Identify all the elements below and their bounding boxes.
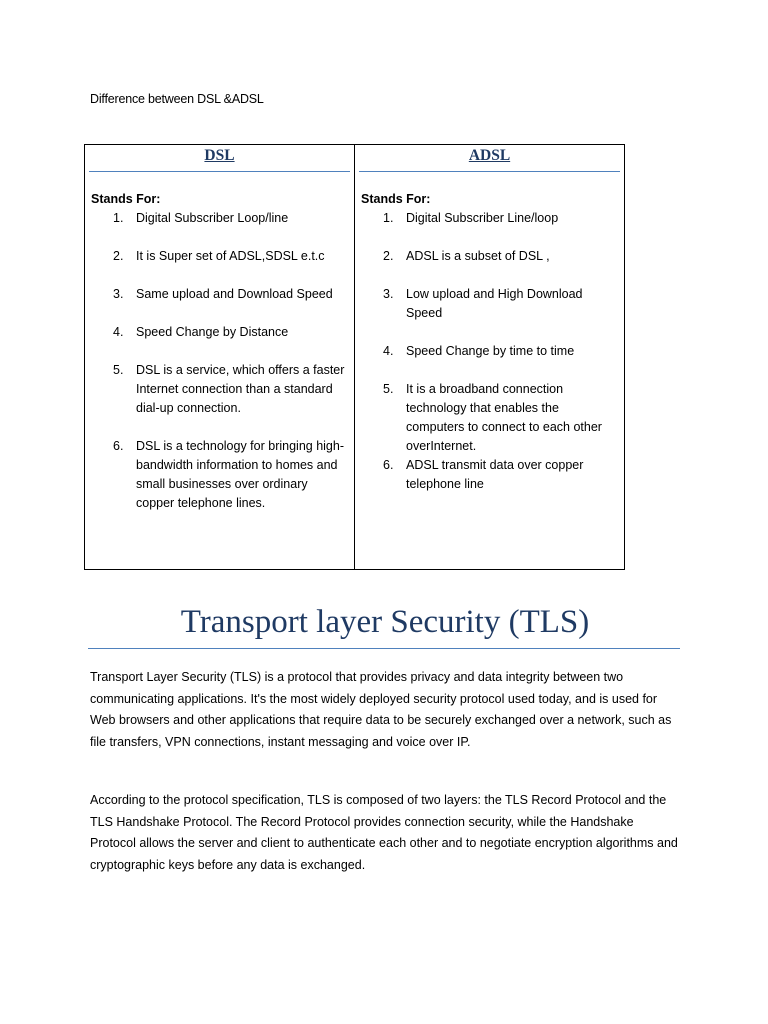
list-text: DSL is a service, which offers a faster Internet connection than a standard dial-up connection. bbox=[136, 363, 345, 415]
adsl-stands-for-label: Stands For: bbox=[361, 192, 431, 206]
dsl-points-list bbox=[91, 209, 348, 513]
list-number: 6. bbox=[383, 458, 394, 472]
list-text: Digital Subscriber Line/loop bbox=[406, 211, 559, 225]
list-number: 5. bbox=[383, 382, 394, 396]
list-item bbox=[91, 323, 348, 342]
adsl-column-title: ADSL bbox=[359, 145, 620, 172]
list-item bbox=[361, 456, 618, 494]
dsl-column-body bbox=[91, 191, 348, 532]
adsl-column bbox=[355, 145, 624, 569]
list-number: 4. bbox=[383, 344, 394, 358]
list-item bbox=[91, 361, 348, 418]
list-item bbox=[91, 247, 348, 266]
list-item bbox=[361, 285, 618, 323]
tls-paragraph-1: Transport Layer Security (TLS) is a protocol that provides privacy and data integrity between two communicating applications. It's the most widely deployed security protocol used today, and is used for Web browsers and other applications that require data to be securely exchanged over a network, such as file transfers, VPN connections, instant messaging and voice over IP. bbox=[90, 670, 672, 750]
adsl-points-list bbox=[361, 209, 618, 494]
list-text: It is Super set of ADSL,SDSL e.t.c bbox=[136, 249, 325, 263]
list-text: DSL is a technology for bringing high- bandwidth information to homes and small businesses over ordinary copper telephone lines. bbox=[136, 439, 344, 510]
list-item bbox=[91, 285, 348, 304]
list-text: Same upload and Download Speed bbox=[136, 287, 333, 301]
list-text: Speed Change by Distance bbox=[136, 325, 289, 339]
dsl-column bbox=[85, 145, 355, 569]
list-item bbox=[361, 380, 618, 456]
list-text: ADSL is a subset of DSL , bbox=[406, 249, 550, 263]
list-number: 3. bbox=[113, 287, 124, 301]
list-item bbox=[361, 247, 618, 266]
list-number: 5. bbox=[113, 363, 124, 377]
tls-section-title: Transport layer Security (TLS) bbox=[180, 604, 590, 640]
list-item bbox=[361, 342, 618, 361]
list-number: 6. bbox=[113, 439, 124, 453]
list-number: 1. bbox=[113, 211, 124, 225]
tls-paragraph-2: According to the protocol specification, TLS is composed of two layers: the TLS Record Protocol and the TLS Handshake Protocol. The Record Protocol provides connection security, while the Handshake Protocol allows the server and client to authenticate each other and to negotiate encryption algorithms and cryptographic keys before any data is exchanged. bbox=[90, 793, 678, 873]
list-number: 1. bbox=[383, 211, 394, 225]
list-text: ADSL transmit data over copper telephone line bbox=[406, 458, 584, 491]
list-text: It is a broadband connection technology that enables the computers to connect to each other overInternet. bbox=[406, 382, 602, 453]
document-heading: Difference between DSL &ADSL bbox=[90, 92, 264, 106]
list-text: Speed Change by time to time bbox=[406, 344, 575, 358]
dsl-column-title: DSL bbox=[89, 145, 350, 172]
list-text: Low upload and High Download Speed bbox=[406, 287, 583, 320]
dsl-stands-for-label: Stands For: bbox=[91, 192, 161, 206]
list-item bbox=[91, 209, 348, 228]
list-number: 3. bbox=[383, 287, 394, 301]
list-number: 4. bbox=[113, 325, 124, 339]
comparison-table bbox=[84, 144, 625, 570]
list-item bbox=[91, 437, 348, 513]
list-number: 2. bbox=[383, 249, 394, 263]
list-text: Digital Subscriber Loop/line bbox=[136, 211, 289, 225]
title-underline-rule bbox=[88, 648, 680, 649]
list-item bbox=[361, 209, 618, 228]
adsl-column-body bbox=[361, 191, 618, 513]
list-number: 2. bbox=[113, 249, 124, 263]
